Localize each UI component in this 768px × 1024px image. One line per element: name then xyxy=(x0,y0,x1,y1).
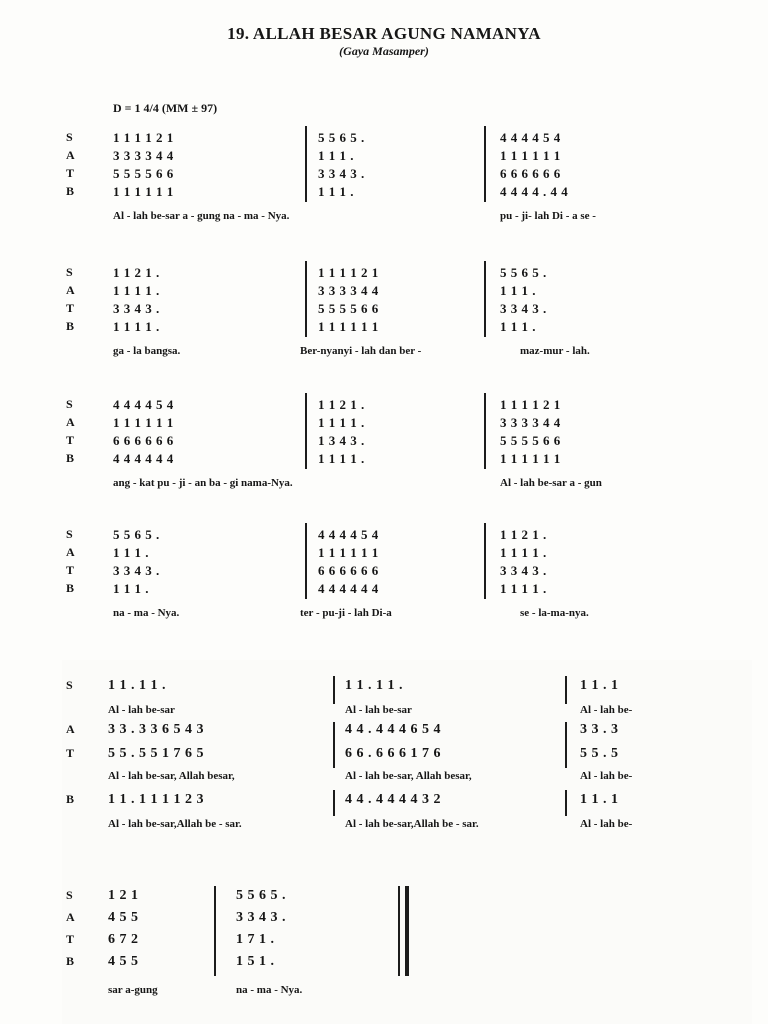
measure: 6 6 6 6 6 6 xyxy=(318,563,379,578)
measure: 1 1 . 1 1 . xyxy=(345,678,403,693)
song-subtitle: (Gaya Masamper) xyxy=(339,44,429,58)
measure: 4 4 . 4 4 4 6 5 4 xyxy=(345,722,441,737)
measure: 5 5 6 5 . xyxy=(500,265,547,280)
lyric-line: Al - lah be-sar, Allah besar, xyxy=(345,770,472,782)
final-barline-thin xyxy=(398,886,400,976)
measure: 3 3 3 3 4 4 xyxy=(500,415,561,430)
measure: 1 1 1 1 . xyxy=(318,415,365,430)
measure: 1 1 1 1 1 1 xyxy=(318,545,379,560)
lyric-line: se - la-ma-nya. xyxy=(520,607,589,619)
measure: 1 1 1 . xyxy=(318,184,354,199)
voice-label: S xyxy=(66,265,73,279)
barline xyxy=(305,523,307,599)
voice-label: B xyxy=(66,319,75,333)
barline xyxy=(484,126,486,202)
measure: 5 5 5 5 6 6 xyxy=(318,301,379,316)
barline xyxy=(565,722,567,768)
barline xyxy=(333,790,335,816)
voice-label: B xyxy=(66,184,75,198)
measure: 4 5 5 xyxy=(108,954,139,969)
measure: 5 5 6 5 . xyxy=(236,888,286,903)
lyric-line: Al - lah be- xyxy=(580,818,633,830)
voice-label: A xyxy=(66,910,75,924)
barline xyxy=(305,393,307,469)
measure: 4 4 4 4 4 4 xyxy=(113,451,174,466)
voice-label: B xyxy=(66,581,75,595)
barline xyxy=(214,886,216,976)
measure: 1 1 1 1 . xyxy=(113,283,160,298)
measure: 1 1 1 1 . xyxy=(500,581,547,596)
voice-label: B xyxy=(66,954,75,968)
barline xyxy=(484,261,486,337)
lyric-line: Al - lah be-sar,Allah be - sar. xyxy=(345,818,479,830)
voice-label: T xyxy=(66,563,75,577)
barline xyxy=(565,790,567,816)
measure: 3 3 4 3 . xyxy=(500,301,547,316)
measure: 1 1 1 1 1 1 xyxy=(318,319,379,334)
measure: 6 6 6 6 6 6 xyxy=(500,166,561,181)
barline xyxy=(305,261,307,337)
measure: 1 1 1 1 2 1 xyxy=(113,130,174,145)
lyric-line: maz-mur - lah. xyxy=(520,345,590,357)
voice-label: B xyxy=(66,451,75,465)
measure: 1 1 1 1 1 1 xyxy=(113,184,174,199)
measure: 1 1 1 . xyxy=(113,581,149,596)
voice-label: S xyxy=(66,678,73,692)
measure: 1 1 2 1 . xyxy=(318,397,365,412)
measure: 1 1 1 1 1 1 xyxy=(500,451,561,466)
lyric-line: Al - lah be-sar xyxy=(345,704,412,716)
measure: 3 3 4 3 . xyxy=(236,910,286,925)
voice-label: A xyxy=(66,148,75,162)
measure: 1 1 1 1 1 1 xyxy=(500,148,561,163)
barline xyxy=(333,676,335,704)
voice-label: S xyxy=(66,527,73,541)
lyric-line: ga - la bangsa. xyxy=(113,345,181,357)
measure: 3 3 3 3 4 4 xyxy=(113,148,174,163)
lyric-line: Al - lah be-sar,Allah be - sar. xyxy=(108,818,242,830)
measure: 1 1 . 1 1 1 1 2 3 xyxy=(108,792,204,807)
measure: 1 1 1 . xyxy=(113,545,149,560)
measure: 1 1 2 1 . xyxy=(113,265,160,280)
voice-label: S xyxy=(66,397,73,411)
measure: 3 3 . 3 xyxy=(580,722,619,737)
measure: 1 7 1 . xyxy=(236,932,275,947)
measure: 5 5 . 5 5 1 7 6 5 xyxy=(108,746,204,761)
voice-label: T xyxy=(66,301,75,315)
lyric-line: Al - lah be-sar, Allah besar, xyxy=(108,770,235,782)
measure: 5 5 6 5 . xyxy=(113,527,160,542)
voice-label: A xyxy=(66,545,75,559)
voice-label: A xyxy=(66,415,75,429)
voice-label: T xyxy=(66,746,75,760)
lyric-line: na - ma - Nya. xyxy=(236,984,303,996)
measure: 3 3 4 3 . xyxy=(113,563,160,578)
measure: 1 1 1 1 1 1 xyxy=(113,415,174,430)
lyric-line: ter - pu-ji - lah Di-a xyxy=(300,607,392,619)
measure: 1 1 1 . xyxy=(318,148,354,163)
measure: 3 3 3 3 4 4 xyxy=(318,283,379,298)
measure: 1 3 4 3 . xyxy=(318,433,365,448)
measure: 6 6 . 6 6 6 1 7 6 xyxy=(345,746,441,761)
measure: 4 4 4 4 . 4 4 xyxy=(500,184,569,199)
measure: 1 1 1 1 . xyxy=(318,451,365,466)
barline xyxy=(565,676,567,704)
lyric-line: Al - lah be- xyxy=(580,770,633,782)
barline xyxy=(484,523,486,599)
measure: 1 1 1 1 . xyxy=(113,319,160,334)
measure: 1 1 1 . xyxy=(500,283,536,298)
measure: 1 1 1 1 2 1 xyxy=(318,265,379,280)
measure: 5 5 6 5 . xyxy=(318,130,365,145)
measure: 3 3 4 3 . xyxy=(318,166,365,181)
voice-label: A xyxy=(66,722,75,736)
measure: 1 1 . 1 xyxy=(580,792,619,807)
measure: 1 1 1 1 . xyxy=(500,545,547,560)
lyric-line: pu - ji- lah Di - a se - xyxy=(500,210,596,222)
lyric-line: sar a-gung xyxy=(108,984,158,996)
lyric-line: ang - kat pu - ji - an ba - gi nama-Nya. xyxy=(113,477,293,489)
measure: 5 5 5 5 6 6 xyxy=(113,166,174,181)
measure: 4 4 4 4 5 4 xyxy=(318,527,379,542)
lyric-line: Al - lah be-sar xyxy=(108,704,175,716)
song-title: 19. ALLAH BESAR AGUNG NAMANYA xyxy=(227,24,541,43)
lyric-line: Al - lah be- xyxy=(580,704,633,716)
voice-label: S xyxy=(66,888,73,902)
voice-label: S xyxy=(66,130,73,144)
lyric-line: Al - lah be-sar a - gung na - ma - Nya. xyxy=(113,210,290,222)
measure: 1 2 1 xyxy=(108,888,139,903)
measure: 4 4 . 4 4 4 4 3 2 xyxy=(345,792,441,807)
voice-label: T xyxy=(66,433,75,447)
measure: 4 4 4 4 5 4 xyxy=(113,397,174,412)
measure: 1 1 2 1 . xyxy=(500,527,547,542)
voice-label: T xyxy=(66,166,75,180)
measure: 1 1 1 . xyxy=(500,319,536,334)
measure: 3 3 4 3 . xyxy=(113,301,160,316)
measure: 1 1 . 1 1 . xyxy=(108,678,166,693)
lyric-line: na - ma - Nya. xyxy=(113,607,180,619)
measure: 3 3 4 3 . xyxy=(500,563,547,578)
lyric-line: Al - lah be-sar a - gun xyxy=(500,477,602,489)
voice-label: B xyxy=(66,792,75,806)
measure: 3 3 . 3 3 6 5 4 3 xyxy=(108,722,204,737)
measure: 1 5 1 . xyxy=(236,954,275,969)
measure: 4 4 4 4 4 4 xyxy=(318,581,379,596)
lyric-line: Ber-nyanyi - lah dan ber - xyxy=(300,345,422,357)
voice-label: T xyxy=(66,932,75,946)
measure: 1 1 1 1 2 1 xyxy=(500,397,561,412)
voice-label: A xyxy=(66,283,75,297)
barline xyxy=(305,126,307,202)
measure: 1 1 . 1 xyxy=(580,678,619,693)
measure: 4 4 4 4 5 4 xyxy=(500,130,561,145)
measure: 6 7 2 xyxy=(108,932,139,947)
final-barline-thick xyxy=(405,886,409,976)
barline xyxy=(333,722,335,768)
measure: 5 5 . 5 xyxy=(580,746,619,761)
measure: 6 6 6 6 6 6 xyxy=(113,433,174,448)
measure: 4 5 5 xyxy=(108,910,139,925)
barline xyxy=(484,393,486,469)
measure: 5 5 5 5 6 6 xyxy=(500,433,561,448)
tempo-marking: D = 1 4/4 (MM ± 97) xyxy=(113,101,218,115)
